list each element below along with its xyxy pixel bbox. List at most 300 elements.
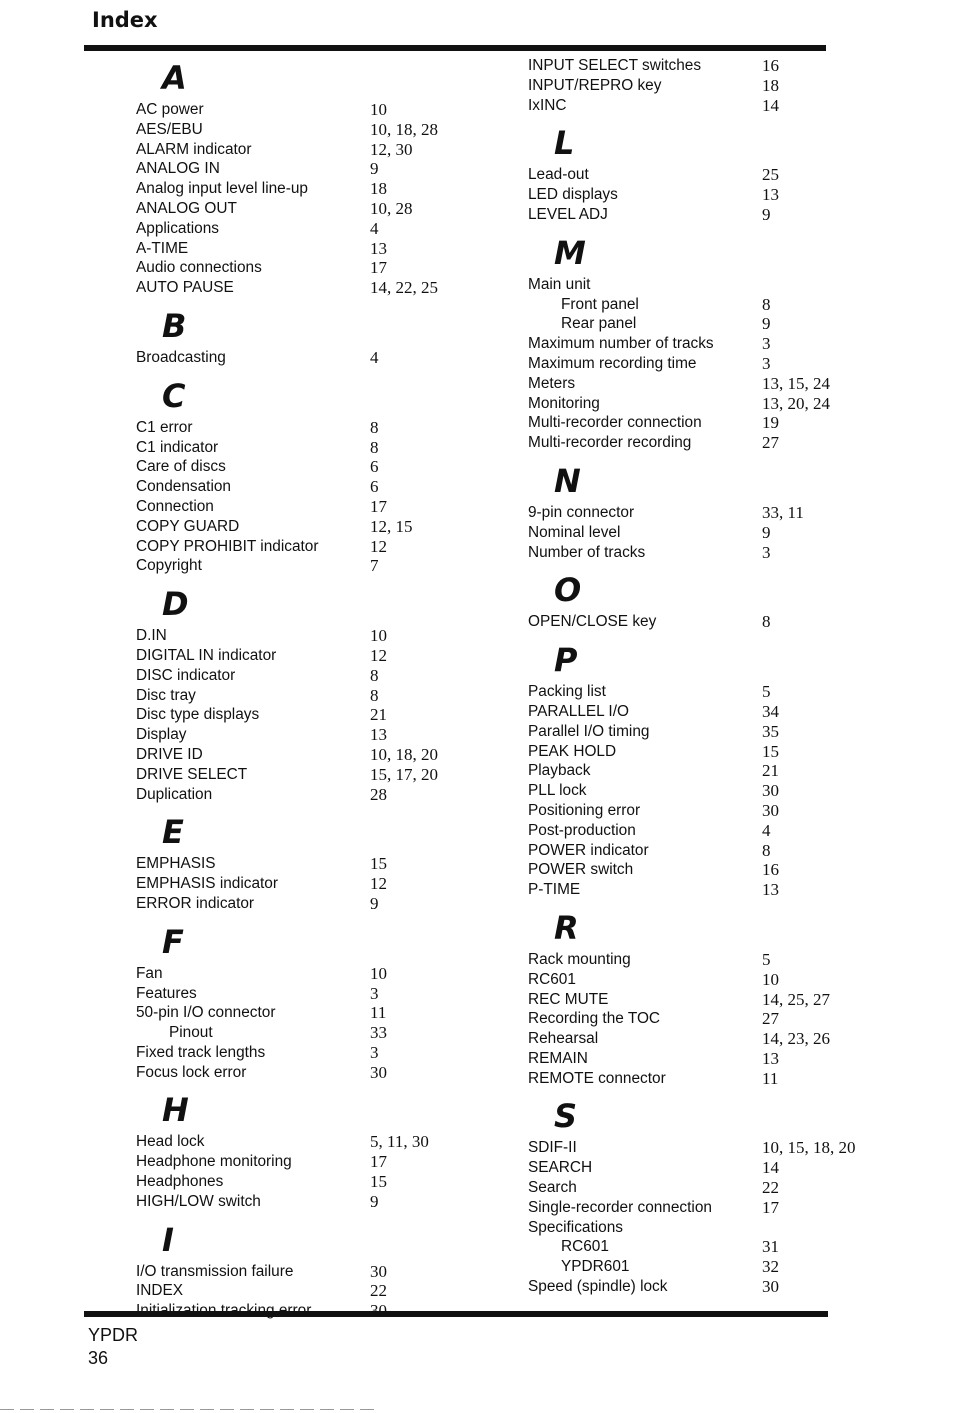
index-entry [528,413,856,433]
entry-term: PARALLEL I/O [528,702,629,720]
index-entry [528,841,856,861]
index-entry [528,1198,856,1218]
entry-term: POWER indicator [528,841,649,859]
entry-term: YPDR601 [561,1258,630,1276]
entry-term: Playback [528,762,591,780]
section-letter: M [554,233,586,272]
entry-term: LED displays [528,186,618,204]
entry-term: Disc type displays [136,706,260,724]
entry-term: I/O transmission failure [136,1262,294,1280]
entry-pages: 32 [762,1257,779,1277]
entry-pages: 13, 15, 24 [762,373,830,393]
entry-pages: 22 [762,1178,779,1198]
index-entry [528,394,856,414]
index-entry [136,140,438,160]
entry-pages: 14, 23, 26 [762,1029,830,1049]
index-entry [136,686,438,706]
index-entry [528,781,856,801]
index-entry [136,1262,438,1282]
index-entry [528,374,856,394]
entry-term: P-TIME [528,881,581,899]
entry-pages: 17 [762,1197,779,1217]
entry-pages: 30 [762,800,779,820]
entry-pages: 8 [370,417,379,437]
entry-pages: 6 [370,477,379,497]
entry-pages: 13 [762,1048,779,1068]
index-section [136,810,438,913]
section-letter: S [554,1097,578,1136]
index-entry [528,165,856,185]
entry-term: AUTO PAUSE [136,279,234,297]
section-letter: P [554,641,578,680]
entry-term: ERROR indicator [136,894,255,912]
index-entry [528,314,856,334]
index-entry [136,517,438,537]
entry-pages: 8 [762,294,771,314]
entry-pages: 12, 30 [370,139,413,159]
entry-term: Focus lock error [136,1063,247,1081]
entry-term: D.IN [136,627,167,645]
entry-term: Packing list [528,683,606,701]
entry-term: Front panel [561,295,639,313]
entry-pages: 31 [762,1237,779,1257]
top-rule [84,45,826,51]
section-letter: L [554,124,575,163]
entry-term: REC MUTE [528,990,609,1008]
section-letter: F [162,922,184,961]
index-section [136,56,438,298]
entry-pages: 6 [370,457,379,477]
entry-term: Monitoring [528,394,600,412]
entry-term: AES/EBU [136,120,203,138]
index-entry [528,76,856,96]
entry-term: EMPHASIS [136,855,216,873]
entry-term: PLL lock [528,782,587,800]
index-entry [136,258,438,278]
entry-term: INPUT SELECT switches [528,57,702,74]
entry-term: Display [136,726,187,744]
entry-pages: 3 [762,353,771,373]
entry-term: Duplication [136,785,213,803]
index-entry [528,821,856,841]
entry-pages: 30 [370,1261,387,1281]
entry-term: Single-recorder connection [528,1198,712,1216]
entry-pages: 13 [762,185,779,205]
entry-term: A-TIME [136,239,189,257]
index-entry [528,433,856,453]
entry-pages: 9 [762,314,771,334]
entry-term: Head lock [136,1133,205,1151]
entry-term: Copyright [136,557,202,575]
entry-term: SDIF-II [528,1139,577,1157]
entry-pages: 17 [370,496,387,516]
entry-pages: 4 [762,820,771,840]
index-section [528,638,856,900]
index-entry [528,205,856,225]
entry-pages: 15 [370,854,387,874]
index-entry [136,666,438,686]
index-entry [136,1172,438,1192]
entry-term: ANALOG IN [136,160,220,178]
entry-term: Specifications [528,1218,623,1236]
entry-pages: 35 [762,721,779,741]
index-column-right [528,56,856,1303]
footer-page-number: 36 [88,1348,109,1368]
entry-pages: 15 [370,1172,387,1192]
index-entry [136,537,438,557]
index-section [528,906,856,1089]
entry-pages: 30 [762,1277,779,1297]
entry-pages: 14, 22, 25 [370,278,438,298]
index-entry [528,1237,856,1257]
entry-pages: 8 [370,437,379,457]
entry-term: REMOTE connector [528,1069,666,1087]
index-entry [136,159,438,179]
index-entry [528,860,856,880]
entry-pages: 10, 18, 20 [370,744,438,764]
index-entry [528,185,856,205]
entry-pages: 14 [762,95,779,115]
entry-pages: 10 [370,963,387,983]
index-section [136,920,438,1083]
index-entry [528,275,856,295]
entry-pages: 3 [370,983,379,1003]
entry-term: Post-production [528,821,636,839]
index-entry [528,880,856,900]
entry-pages: 18 [370,179,387,199]
index-entry [528,1257,856,1277]
index-entry [136,1281,438,1301]
section-letter: R [554,908,579,947]
entry-pages: 12 [370,874,387,894]
entry-pages: 16 [762,860,779,880]
index-entry [528,523,856,543]
entry-pages: 9 [762,522,771,542]
index-entry [136,278,438,298]
entry-pages: 12 [370,536,387,556]
index-entry [528,722,856,742]
entry-pages: 8 [762,612,771,632]
index-entry [136,1043,438,1063]
entry-term: Headphones [136,1173,224,1191]
index-entry [136,854,438,874]
index-entry [136,438,438,458]
entry-term: IxINC [528,96,567,114]
index-section [136,582,438,804]
entry-pages: 3 [370,1042,379,1062]
index-entry [136,1063,438,1083]
entry-term: C1 indicator [136,438,219,456]
entry-pages: 17 [370,1152,387,1172]
entry-pages: 10 [762,969,779,989]
entry-pages: 4 [370,218,379,238]
entry-term: Positioning error [528,801,641,819]
entry-term: Condensation [136,478,231,496]
entry-term: AC power [136,101,204,118]
entry-pages: 13 [762,880,779,900]
entry-term: Nominal level [528,523,621,541]
scan-edge-divider [0,1409,380,1410]
entry-pages: 11 [762,1068,779,1088]
page-title: Index [92,8,158,32]
entry-term: Analog input level line-up [136,180,308,198]
entry-pages: 34 [762,701,779,721]
entry-pages: 3 [762,334,771,354]
index-section [528,56,856,115]
index-entry [136,199,438,219]
index-entry [136,418,438,438]
index-entry [136,348,438,368]
entry-pages: 8 [762,840,771,860]
entry-term: INDEX [136,1282,184,1300]
entry-pages: 33, 11 [762,502,804,522]
entry-term: COPY GUARD [136,517,240,535]
section-letter: I [162,1220,174,1259]
entry-pages: 9 [370,893,379,913]
index-entry [136,1192,438,1212]
index-entry [528,354,856,374]
index-entry [528,742,856,762]
index-entry [528,761,856,781]
index-entry [136,1152,438,1172]
entry-pages: 10 [370,626,387,646]
index-section [528,231,856,453]
index-entry [136,725,438,745]
entry-term: Care of discs [136,458,226,476]
entry-pages: 18 [762,75,779,95]
entry-term: DRIVE ID [136,745,203,763]
entry-term: Search [528,1179,577,1197]
entry-pages: 7 [370,556,379,576]
index-entry [136,894,438,914]
section-letter: N [554,461,581,500]
entry-pages: 4 [370,347,379,367]
entry-term: POWER switch [528,861,634,879]
entry-term: RC601 [561,1238,609,1256]
entry-term: Audio connections [136,259,262,277]
entry-term: PEAK HOLD [528,742,617,760]
entry-pages: 28 [370,784,387,804]
section-letter: C [162,376,186,415]
index-entry [528,1009,856,1029]
index-entry [528,1029,856,1049]
entry-term: Speed (spindle) lock [528,1278,668,1296]
section-letter: A [162,59,187,97]
index-entry [136,477,438,497]
index-entry [136,1023,438,1043]
index-entry [528,1138,856,1158]
entry-pages: 5, 11, 30 [370,1132,429,1152]
entry-term: REMAIN [528,1049,588,1067]
index-entry [528,970,856,990]
index-section [136,1088,438,1211]
index-entry [136,1132,438,1152]
entry-term: Multi-recorder recording [528,434,692,452]
index-entry [528,295,856,315]
entry-pages: 22 [370,1281,387,1301]
index-entry [136,179,438,199]
entry-term: Fixed track lengths [136,1043,266,1061]
bottom-rule [84,1311,828,1317]
entry-pages: 25 [762,165,779,185]
entry-term: EMPHASIS indicator [136,875,278,893]
entry-pages: 30 [370,1062,387,1082]
section-letter: B [162,306,187,345]
entry-pages: 9 [370,159,379,179]
entry-pages: 21 [370,705,387,725]
entry-pages: 8 [370,665,379,685]
entry-term: Applications [136,219,219,237]
index-entry [136,646,438,666]
index-entry [528,1158,856,1178]
entry-term: Pinout [169,1024,213,1042]
index-section [528,459,856,562]
entry-term: Maximum number of tracks [528,335,714,353]
index-entry [528,1277,856,1297]
entry-pages: 19 [762,413,779,433]
entry-term: Main unit [528,275,591,293]
entry-term: 9-pin connector [528,503,635,521]
index-entry [136,745,438,765]
entry-pages: 30 [762,781,779,801]
entry-pages: 5 [762,682,771,702]
entry-pages: 21 [762,761,779,781]
index-entry [136,100,438,120]
index-entry [136,984,438,1004]
index-entry [136,556,438,576]
entry-term: Rehearsal [528,1030,599,1048]
index-entry [136,1003,438,1023]
index-entry [136,964,438,984]
index-entry [136,626,438,646]
index-entry [528,1178,856,1198]
index-entry [136,785,438,805]
section-letter: H [162,1091,189,1130]
entry-term: Number of tracks [528,543,646,561]
entry-term: HIGH/LOW switch [136,1192,261,1210]
index-section [136,374,438,576]
entry-pages: 13 [370,238,387,258]
entry-term: C1 error [136,418,193,436]
entry-term: COPY PROHIBIT indicator [136,537,319,555]
index-entry [528,503,856,523]
index-entry [136,239,438,259]
entry-pages: 10 [370,100,387,119]
index-entry [528,1218,856,1238]
entry-pages: 13, 20, 24 [762,393,830,413]
index-section [528,1094,856,1296]
section-letter: O [554,571,582,610]
entry-term: Fan [136,964,163,982]
index-entry [528,990,856,1010]
entry-pages: 9 [762,204,771,224]
index-entry [528,96,856,116]
index-section [528,568,856,632]
entry-pages: 5 [762,949,771,969]
entry-term: INPUT/REPRO key [528,76,662,94]
entry-term: ANALOG OUT [136,199,237,217]
entry-pages: 27 [762,1009,779,1029]
entry-term: OPEN/CLOSE key [528,613,657,631]
entry-term: Headphone monitoring [136,1153,292,1171]
entry-term: DISC indicator [136,666,236,684]
index-entry [528,801,856,821]
index-entry [528,543,856,563]
entry-term: Rack mounting [528,950,631,968]
entry-term: Disc tray [136,686,196,704]
index-entry [136,120,438,140]
entry-term: Parallel I/O timing [528,722,650,740]
entry-term: Features [136,984,197,1002]
index-entry [528,702,856,722]
entry-term: Recording the TOC [528,1010,661,1028]
index-entry [136,457,438,477]
index-column-left [136,56,438,1327]
entry-pages: 10, 18, 28 [370,119,438,139]
entry-term: RC601 [528,970,576,988]
entry-term: SEARCH [528,1159,593,1177]
entry-pages: 3 [762,542,771,562]
entry-term: Rear panel [561,315,637,333]
entry-term: ALARM indicator [136,140,252,158]
footer-product-name: YPDR [88,1325,139,1345]
entry-term: Multi-recorder connection [528,414,702,432]
entry-pages: 17 [370,258,387,278]
entry-pages: 12, 15 [370,516,413,536]
entry-term: Lead-out [528,166,589,184]
index-entry [136,765,438,785]
entry-pages: 10, 15, 18, 20 [762,1138,856,1158]
entry-term: 50-pin I/O connector [136,1004,276,1022]
index-entry [528,950,856,970]
entry-pages: 13 [370,725,387,745]
entry-pages: 14 [762,1158,779,1178]
index-section [136,304,438,368]
entry-term: DIGITAL IN indicator [136,646,277,664]
entry-pages: 27 [762,433,779,453]
entry-pages: 8 [370,685,379,705]
index-entry [136,874,438,894]
section-letter: E [162,813,184,852]
entry-term: LEVEL ADJ [528,205,608,223]
index-section [136,1218,438,1321]
entry-term: Maximum recording time [528,354,697,372]
index-entry [528,612,856,632]
entry-pages: 14, 25, 27 [762,989,830,1009]
entry-term: Broadcasting [136,348,226,366]
entry-pages: 12 [370,645,387,665]
section-letter: D [162,585,189,624]
entry-pages: 33 [370,1023,387,1043]
index-entry [136,497,438,517]
entry-pages: 11 [370,1003,387,1023]
index-entry [528,1049,856,1069]
index-entry [528,1069,856,1089]
index-entry [528,682,856,702]
entry-pages: 16 [762,56,779,75]
entry-pages: 15, 17, 20 [370,764,438,784]
index-section [528,121,856,224]
entry-term: DRIVE SELECT [136,765,248,783]
index-entry [528,56,856,76]
entry-term: Meters [528,374,576,392]
entry-term: Connection [136,497,214,515]
index-entry [528,334,856,354]
index-entry [136,705,438,725]
entry-pages: 15 [762,741,779,761]
index-entry [136,219,438,239]
entry-pages: 10, 28 [370,198,413,218]
